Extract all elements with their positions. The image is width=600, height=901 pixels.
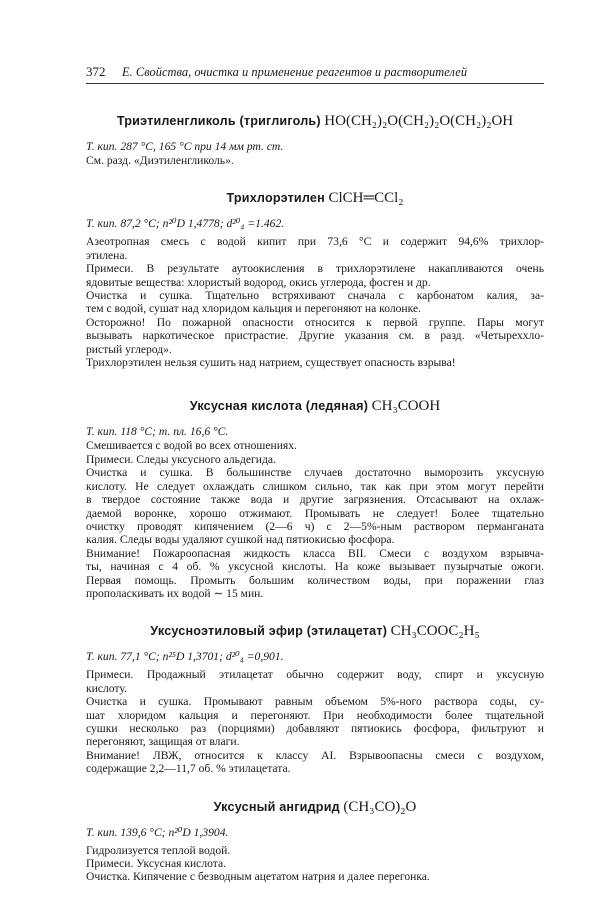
compound-name: Уксусная кислота (ледяная) [189,399,369,414]
text-line: содержащие 2,2—11,7 об. % этилацетата. [86,762,291,776]
section-triethylene-glycol [86,112,544,167]
text-line: шат хлоридом кальция и перегоняют. При необходимости более тщательной [86,708,544,722]
compound-formula: CH₃COOC₂H₅ [390,623,480,640]
text-line: Смешивается с водой во всех отношениях. [86,439,297,453]
text-line: Азеотропная смесь с водой кипит при 73,6 °С и содержит 94,6% трихлор- [86,235,544,249]
text-line: Гидролизуется теплой водой. [86,843,231,857]
running-title: Е. Свойства, очистка и применение реагентов и растворителей [122,65,468,79]
physical-properties: Т. кип. 118 °С; т. пл. 16,6 °С. [86,425,229,439]
physical-properties: Т. кип. 139,6 °С; n²⁰D 1,3904. [86,825,229,839]
text-line: ристый углерод». [86,342,172,356]
text-line: Примеси. Следы уксусного альдегида. [86,452,276,466]
compound-formula: (CH₃CO)₂O [343,798,417,815]
section-title [86,622,544,640]
text-line: Очистка и сушка. Тщательно встряхивают сначала с карбонатом калия, за- [86,289,544,303]
physical-properties: Т. кип. 77,1 °С; n²⁵D 1,3701; d²⁰₄ =0,901. [86,650,284,664]
compound-name: Уксусный ангидрид [213,799,340,814]
text-line: См. разд. «Диэтиленгликоль». [86,154,234,167]
book-page [86,64,544,884]
section-ethyl-acetate [86,622,544,775]
text-line: очистку проводят кипячением (2—6 ч) с 2—5%-ным раствором перманганата [86,519,544,533]
text-line: кислоту. [86,681,127,695]
section-trichloroethylene [86,189,544,369]
section-title [86,397,544,415]
text-line: Примеси. Продажный этилацетат обычно содержит воду, спирт и уксусную [86,668,544,682]
text-line: калия. Следы воды удаляют сушкой над пятиокисью фосфора. [86,533,395,547]
compound-name: Уксусноэтиловый эфир (этилацетат) [150,624,388,639]
section-title [86,112,544,130]
compound-name: Триэтиленгликоль (триглиголь) [116,114,321,128]
compound-name: Трихлорэтилен [226,191,325,206]
compound-formula: ClCH═CCl₂ [328,190,404,207]
compound-formula: HO(CH₂)₂O(CH₂)₂O(CH₂)₂OH [324,113,514,129]
section-title [86,798,544,816]
section-acetic-anhydride [86,798,544,884]
physical-properties: Т. кип. 87,2 °С; n²⁰D 1,4778; d²⁰₄ =1.462. [86,217,285,231]
text-line: кислоту. Не следует охлаждать слишком сильно, так как при этом могут перейти [86,479,544,493]
section-title [86,189,544,207]
text-line: ядовитые вещества: хлористый водород, окись углерода, фосген и др. [86,275,431,289]
compound-formula: CH₃COOH [371,398,441,415]
text-line: Очистка и сушка. Промывают равным объемом 5%-ного раствора соды, су- [86,695,544,709]
text-line: Внимание! ЛВЖ, относится к классу АI. Взрывоопасны смеси с воздухом, [86,748,544,762]
text-line: Очистка. Кипячение с безводным ацетатом натрия и далее перегонка. [86,870,430,884]
text-line: в твердое состояние также вода и другие загрязнения. Отсасывают на охлаж- [86,493,544,507]
text-line: прополаскивать их водой ∼ 15 мин. [86,586,264,600]
text-line: сушки несколько раз (порциями) добавляют пятиокись фосфора, фильтруют и [86,721,544,735]
text-line: Внимание! Пожароопасная жидкость класса ВII. Смеси с воздухом взрывча- [86,546,544,560]
text-line: перегоняют, защищая от влаги. [86,735,240,749]
text-line: Трихлорэтилен нельзя сушить над натрием, существует опасность взрыва! [86,356,456,370]
section-acetic-acid [86,397,544,600]
text-line: ты, начиная с 4 об. % уксусной кислоты. На коже вызывает пузырчатые ожоги. [86,560,544,574]
text-line: даемой воронке, хорошо отжимают. Промывать не следует! Более тщательно [86,506,544,520]
text-line: этилена. [86,248,128,262]
text-line: тем с водой, сушат над хлоридом кальция и перегоняют на колонке. [86,302,422,316]
text-line: Очистка и сушка. В большинстве случаев достаточно выморозить уксусную [86,466,544,480]
running-header [86,64,544,84]
page-number: 372 [86,64,106,79]
text-line: Примеси. В результате аутоокисления в трихлорэтилене накапливаются очень [86,262,544,276]
text-line: Примеси. Уксусная кислота. [86,857,227,870]
text-line: вызывать наркотическое пристрастие. Другие указания см. в разд. «Четыреххло- [86,329,544,343]
text-line: Осторожно! По пожарной опасности относится к первой группе. Пары могут [86,315,544,329]
text-line: Первая помощь. Промыть большим количеством воды, при поражении глаз [86,573,544,587]
physical-properties: Т. кип. 287 °С, 165 °С при 14 мм рт. ст. [86,140,284,153]
